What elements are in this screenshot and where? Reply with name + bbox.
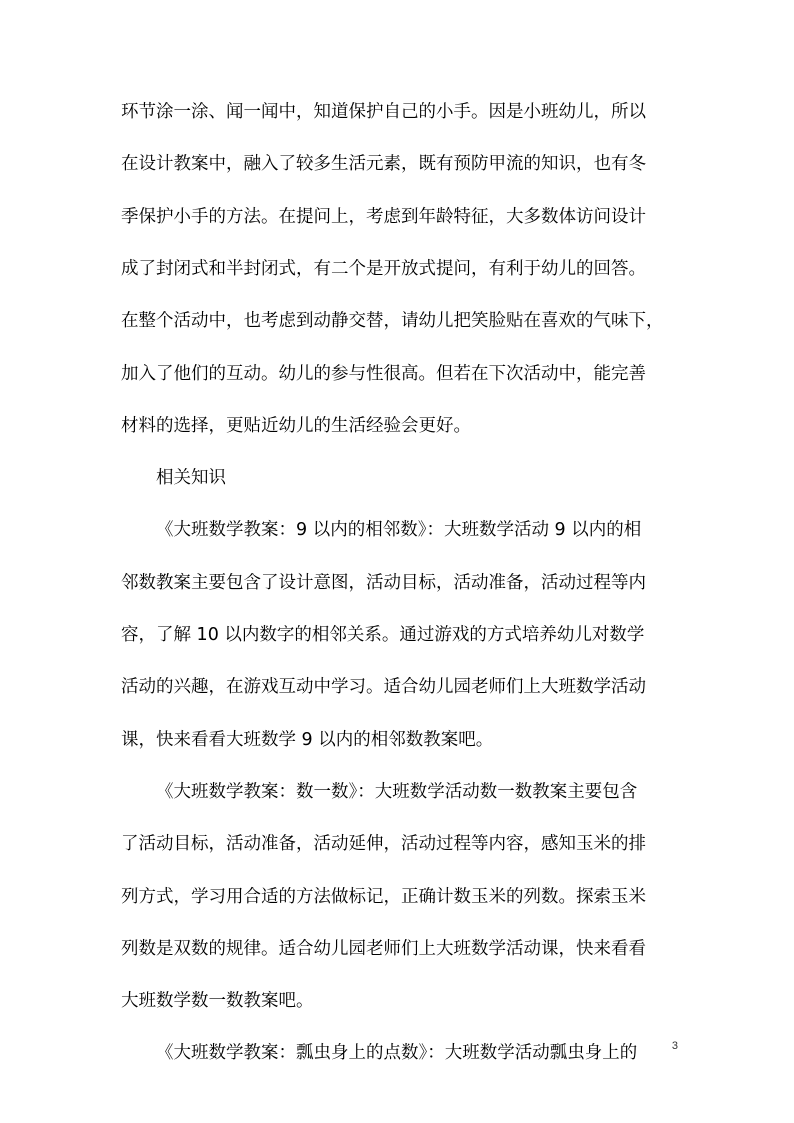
text-line: 《大班数学教案：9 以内的相邻数》：大班数学活动 9 以内的相 — [156, 520, 642, 541]
text-line: 在整个活动中，也考虑到动静交替，请幼儿把笑脸贴在喜欢的气味下， — [121, 311, 664, 332]
page-number: 3 — [671, 1040, 678, 1052]
section-heading: 相关知识 — [156, 468, 226, 489]
text-line: 成了封闭式和半封闭式，有二个是开放式提问，有利于幼儿的回答。 — [121, 258, 646, 279]
text-line: 季保护小手的方法。在提问上，考虑到年龄特征，大多数体访问设计 — [121, 206, 646, 227]
text-line: 邻数教案主要包含了设计意图，活动目标，活动准备，活动过程等内 — [121, 572, 646, 593]
text-line: 《大班数学教案：数一数》：大班数学活动数一数教案主要包含 — [156, 781, 638, 802]
text-line: 环节涂一涂、闻一闻中，知道保护自己的小手。因是小班幼儿，所以 — [121, 102, 646, 122]
text-line: 容，了解 10 以内数字的相邻关系。通过游戏的方式培养幼儿对数学 — [121, 625, 645, 645]
text-line: 了活动目标，活动准备，活动延伸，活动过程等内容，感知玉米的排 — [121, 834, 646, 855]
text-line: 《大班数学教案：瓢虫身上的点数》：大班数学活动瓢虫身上的 — [156, 1043, 638, 1064]
text-line: 加入了他们的互动。幼儿的参与性很高。但若在下次活动中，能完善 — [121, 363, 646, 384]
text-line: 大班数学数一数教案吧。 — [121, 991, 314, 1012]
text-line: 在设计教案中，融入了较多生活元素，既有预防甲流的知识，也有冬 — [121, 154, 646, 175]
text-line: 材料的选择，更贴近幼儿的生活经验会更好。 — [121, 415, 471, 436]
text-line: 活动的兴趣，在游戏互动中学习。适合幼儿园老师们上大班数学活动 — [121, 677, 646, 698]
text-line: 课，快来看看大班数学 9 以内的相邻数教案吧。 — [121, 729, 494, 750]
text-line: 列数是双数的规律。适合幼儿园老师们上大班数学活动课，快来看看 — [121, 938, 646, 959]
text-line: 列方式，学习用合适的方法做标记，正确计数玉米的列数。探索玉米 — [121, 886, 646, 907]
